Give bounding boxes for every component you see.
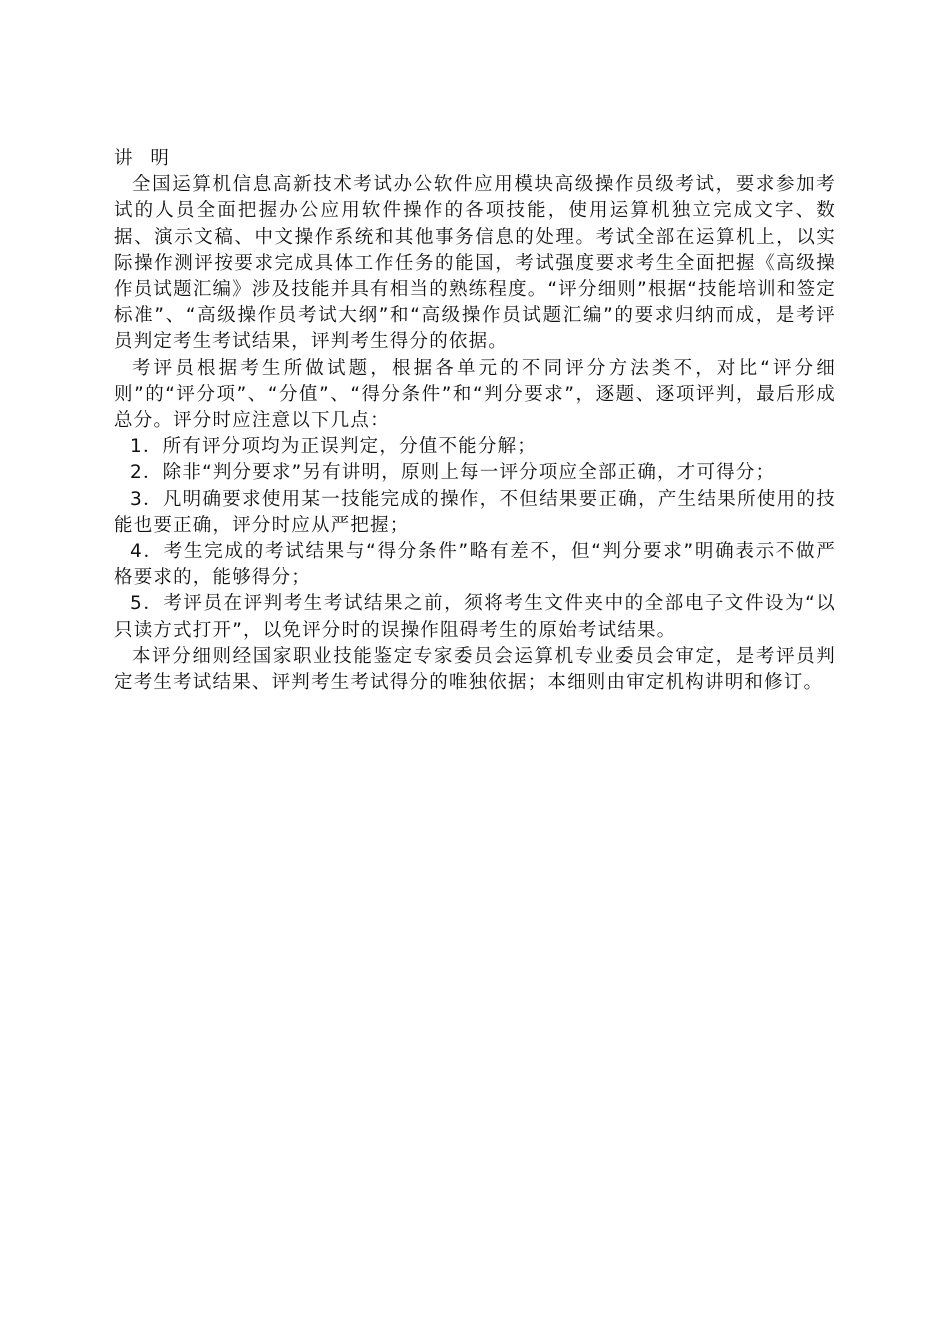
closing-paragraph: 本评分细则经国家职业技能鉴定专家委员会运算机专业委员会审定，是考评员判定考生考试结果、评判考生考试得分的唯独依据；本细则由审定机构讲明和修订。 bbox=[114, 645, 836, 694]
document-body bbox=[114, 146, 836, 696]
scoring-paragraph: 考评员根据考生所做试题，根据各单元的不同评分方法类不，对比“评分细则”的“评分项”、“分值”、“得分条件”和“判分要求”，逐题、逐项评判，最后形成总分。评分时应注意以下几点： bbox=[114, 357, 836, 432]
list-item-1: 1．所有评分项均为正误判定，分值不能分解； bbox=[130, 436, 537, 458]
list-item-5: 5．考评员在评判考生考试结果之前，须将考生文件夹中的全部电子文件设为“以只读方式打开”，以免评分时的误操作阻碍考生的原始考试结果。 bbox=[114, 593, 836, 641]
document-heading: 讲 明 bbox=[114, 148, 175, 169]
list-item-3: 3．凡明确要求使用某一技能完成的操作，不但结果要正确，产生结果所使用的技能也要正确，评分时应从严把握； bbox=[114, 488, 836, 536]
list-item-4: 4．考生完成的考试结果与“得分条件”略有差不，但“判分要求”明确表示不做严格要求的，能够得分； bbox=[114, 541, 836, 589]
list-item-2: 2．除非“判分要求”另有讲明，原则上每一评分项应全部正确，才可得分； bbox=[130, 462, 776, 484]
intro-paragraph: 全国运算机信息高新技术考试办公软件应用模块高级操作员级考试，要求参加考试的人员全面把握办公应用软件操作的各项技能，使用运算机独立完成文字、数据、演示文稿、中文操作系统和其他事务信息的处理。考试全部在运算机上，以实际操作测评按要求完成具体工作任务的能国，考试强度要求考生全面把握《高级操作员试题汇编》涉及技能并具有相当的熟练程度。“评分细则”根据“技能培训和签定标准”、“高级操作员考试大纲”和“高级操作员试题汇编”的要求归纳而成，是考评员判定考生考试结果，评判考生得分的依据。 bbox=[114, 174, 836, 353]
